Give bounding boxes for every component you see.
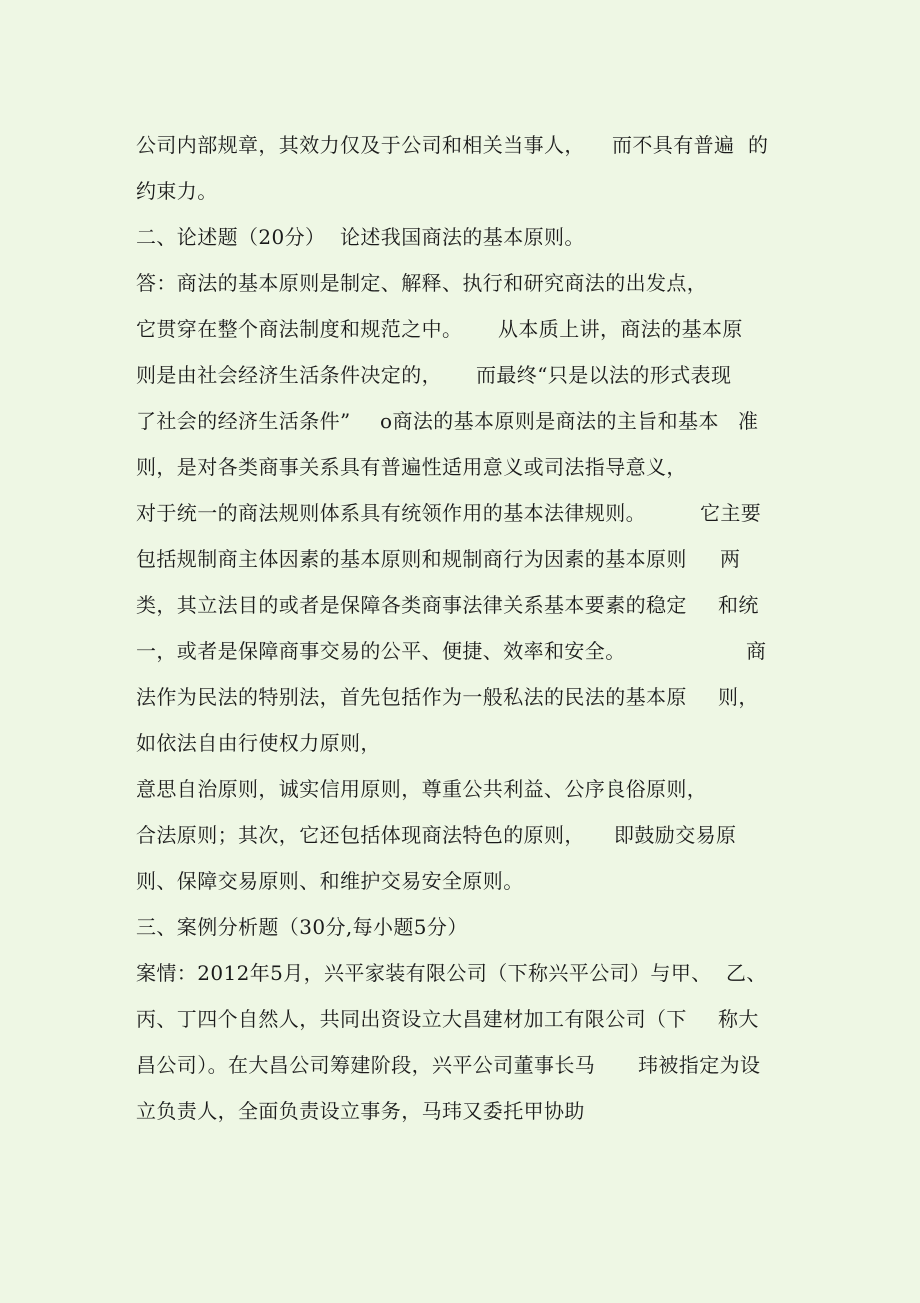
text-segment: o商法的基本原则是商法的主旨和基本 (380, 409, 719, 433)
text-line-15 (136, 766, 786, 812)
text-segment: 则是由社会经济生活条件决定的， (136, 363, 442, 387)
text-line-21 (136, 1042, 786, 1088)
text-segment: 而最终“只是以法的形式表现 (476, 363, 732, 387)
text-segment: 法作为民法的特别法，首先包括作为一般私法的民法的基本原 (136, 685, 687, 709)
text-line-2 (136, 168, 786, 214)
text-segment: 和统 (718, 593, 759, 617)
text-line-7 (136, 398, 786, 444)
text-segment: 则、保障交易原则、和维护交易安全原则。 (136, 869, 524, 893)
text-segment: 了社会的经济生活条件” (136, 409, 351, 433)
text-segment: 昌公司）。在大昌公司筹建阶段，兴平公司董事长马 (136, 1053, 596, 1077)
text-segment: 合法原则；其次，它还包括体现商法特色的原则， (136, 823, 585, 847)
text-line-20 (136, 996, 786, 1042)
text-segment: 案情：2012年5月，兴平家装有限公司（下称兴平公司）与甲、 (136, 961, 712, 985)
text-segment: 约束力。 (136, 179, 218, 203)
text-segment: 即鼓励交易原 (614, 823, 737, 847)
text-segment: 论述我国商法的基本原则。 (340, 225, 585, 249)
text-segment: 二、论述题（20分） (136, 225, 326, 249)
text-line-8 (136, 444, 786, 490)
document-body (136, 122, 786, 1134)
section-heading-case (136, 904, 786, 950)
text-line-19 (136, 950, 786, 996)
text-segment: 它主要 (700, 501, 762, 525)
text-segment: 称大 (718, 1007, 759, 1031)
text-line-10 (136, 536, 786, 582)
text-segment: 则，是对各类商事关系具有普遍性适用意义或司法指导意义， (136, 455, 687, 479)
text-segment: 立负责人，全面负责设立事务，马玮又委托甲协助 (136, 1099, 585, 1123)
text-line-1 (136, 122, 786, 168)
text-segment: 它贯穿在整个商法制度和规范之中。 (136, 317, 463, 341)
text-segment: 两 (720, 547, 741, 571)
text-segment: 意思自治原则，诚实信用原则，尊重公共利益、公序良俗原则， (136, 777, 708, 801)
text-line-13 (136, 674, 786, 720)
text-segment: 商 (746, 639, 767, 663)
text-line-16 (136, 812, 786, 858)
text-segment: 答：商法的基本原则是制定、解释、执行和研究商法的出发点， (136, 271, 708, 295)
text-segment: 三、案例分析题（30分,每小题5分） (136, 915, 468, 939)
text-segment: 一，或者是保障商事交易的公平、便捷、效率和安全。 (136, 639, 626, 663)
text-segment: 丙、丁四个自然人，共同出资设立大昌建材加工有限公司（下 (136, 1007, 687, 1031)
text-line-22 (136, 1088, 786, 1134)
text-line-11 (136, 582, 786, 628)
text-segment: 公司内部规章，其效力仅及于公司和相关当事人， (136, 133, 585, 157)
text-line-17 (136, 858, 786, 904)
text-segment: 从本质上讲，商法的基本原 (498, 317, 743, 341)
text-segment: 玮被指定为设 (638, 1053, 761, 1077)
section-heading-essay (136, 214, 786, 260)
text-line-6 (136, 352, 786, 398)
text-segment: 对于统一的商法规则体系具有统领作用的基本法律规则。 (136, 501, 646, 525)
text-line-4 (136, 260, 786, 306)
text-segment: 类，其立法目的或者是保障各类商事法律关系基本要素的稳定 (136, 593, 687, 617)
text-segment: 则， (718, 685, 759, 709)
text-segment: 包括规制商主体因素的基本原则和规制商行为因素的基本原则 (136, 547, 687, 571)
text-segment: 而不具有普遍 (612, 133, 735, 157)
text-segment: 乙、 (726, 961, 767, 985)
text-line-12 (136, 628, 786, 674)
text-line-5 (136, 306, 786, 352)
text-segment: 如依法自由行使权力原则， (136, 731, 381, 755)
text-segment: 的 (748, 133, 769, 157)
text-line-14 (136, 720, 786, 766)
text-line-9 (136, 490, 786, 536)
text-segment: 准 (738, 409, 759, 433)
